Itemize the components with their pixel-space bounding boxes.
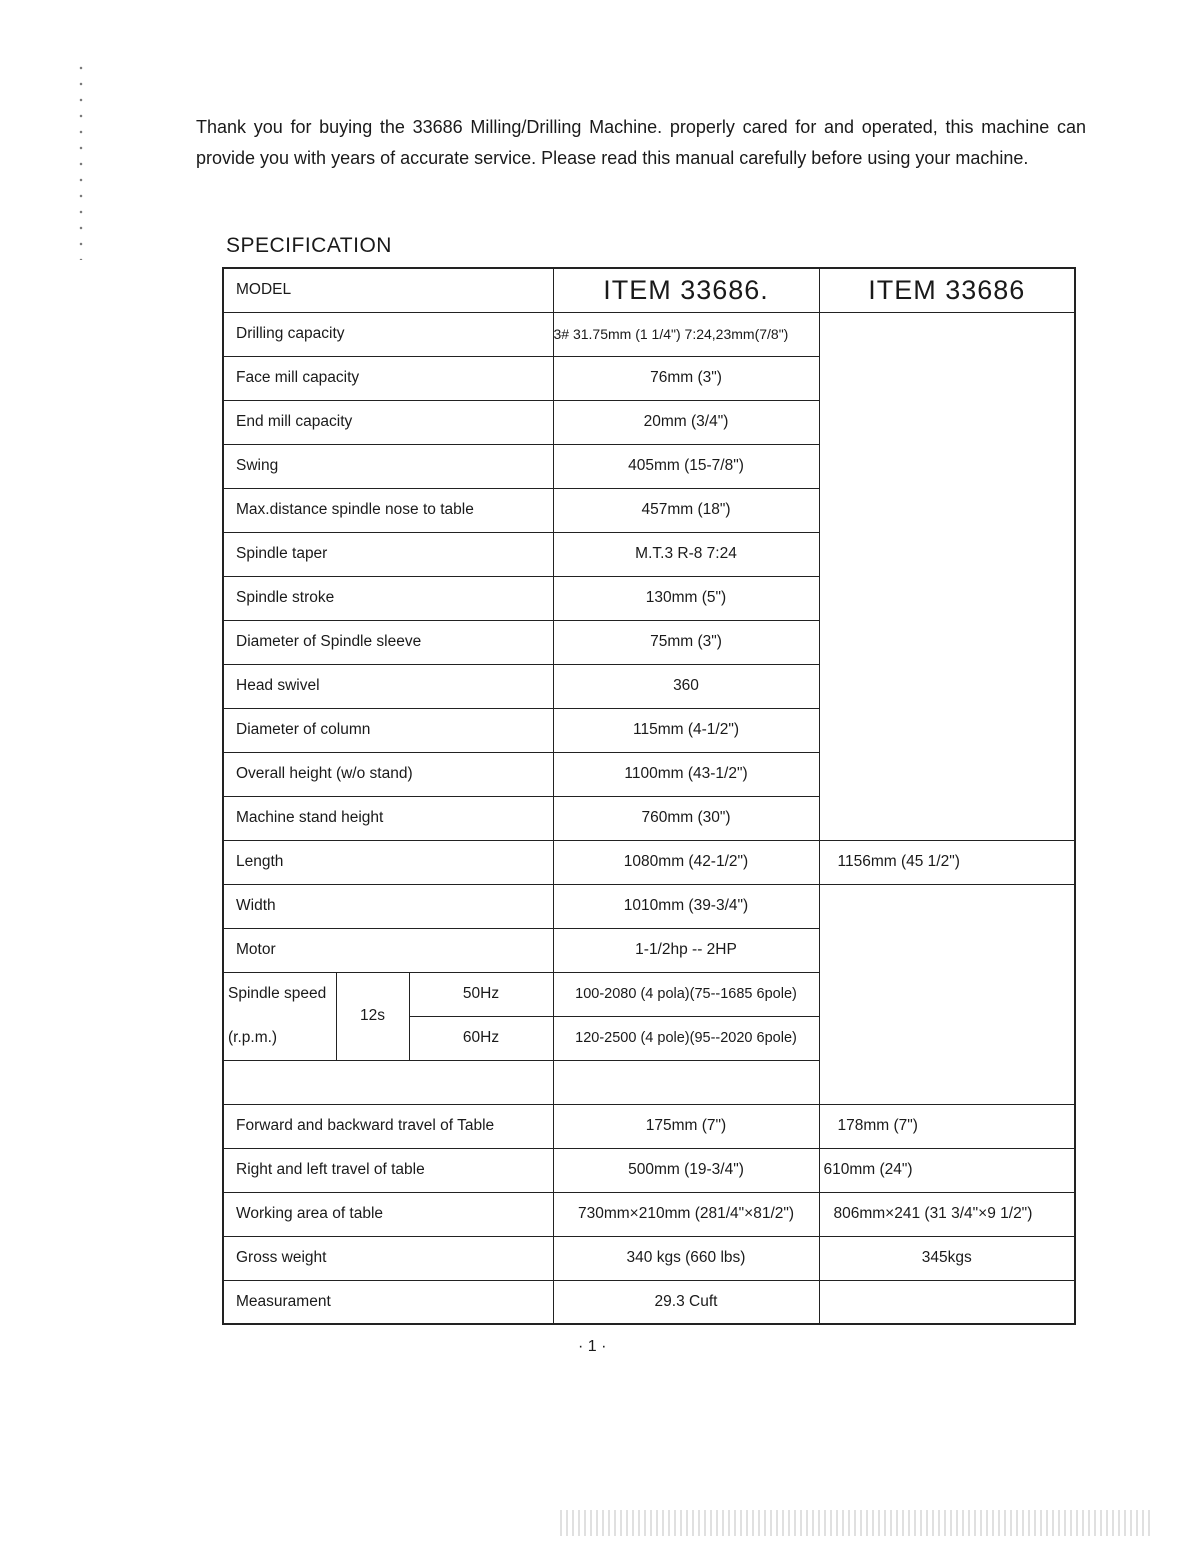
row-label: Forward and backward travel of Table [223, 1104, 553, 1148]
scan-noise [560, 1510, 1150, 1536]
header-item-1: ITEM 33686. [553, 268, 819, 312]
row-label: Swing [223, 444, 553, 488]
row-value-1: 20mm (3/4") [553, 400, 819, 444]
row-value-1: 1-1/2hp -- 2HP [553, 928, 819, 972]
row-value-2: 345kgs [819, 1236, 1075, 1280]
row-value-2 [819, 752, 1075, 796]
table-row [223, 708, 1075, 752]
spec-heading: SPECIFICATION [226, 234, 392, 257]
row-label: Width [223, 884, 553, 928]
row-value-2: 1156mm (45 1/2") [819, 840, 1075, 884]
table-row [223, 928, 1075, 972]
table-row [223, 664, 1075, 708]
row-label: Drilling capacity [223, 312, 553, 356]
table-row-empty [223, 1060, 1075, 1104]
table-row [223, 1192, 1075, 1236]
table-row [223, 796, 1075, 840]
row-label: Working area of table [223, 1192, 553, 1236]
row-label: Motor [223, 928, 553, 972]
row-value-2 [819, 532, 1075, 576]
row-value-2 [819, 576, 1075, 620]
row-value-1: 500mm (19-3/4") [553, 1148, 819, 1192]
spindle-speed-unit: (r.p.m.) [223, 1016, 336, 1060]
row-value-2 [819, 708, 1075, 752]
row-value-1: 175mm (7") [553, 1104, 819, 1148]
spindle-speed-50hz-value: 100-2080 (4 pola)(75--1685 6pole) [553, 972, 819, 1016]
row-value-1: M.T.3 R-8 7:24 [553, 532, 819, 576]
row-label: Measurament [223, 1280, 553, 1324]
row-value-2 [819, 972, 1075, 1016]
row-label: Max.distance spindle nose to table [223, 488, 553, 532]
row-label: Overall height (w/o stand) [223, 752, 553, 796]
row-value-2 [819, 1060, 1075, 1104]
row-value-1: 360 [553, 664, 819, 708]
table-row [223, 444, 1075, 488]
table-row [223, 1280, 1075, 1324]
row-value-1 [553, 1060, 819, 1104]
row-value-2: 178mm (7") [819, 1104, 1075, 1148]
row-label: Right and left travel of table [223, 1148, 553, 1192]
row-value-2: 610mm (24") [819, 1148, 1075, 1192]
row-value-1: 730mm×210mm (281/4"×81/2") [553, 1192, 819, 1236]
row-value-1: 3# 31.75mm (1 1/4") 7:24,23mm(7/8") [553, 312, 819, 356]
table-row [223, 356, 1075, 400]
row-value-2 [819, 1016, 1075, 1060]
row-value-2 [819, 312, 1075, 356]
spindle-speed-60hz-value: 120-2500 (4 pole)(95--2020 6pole) [553, 1016, 819, 1060]
row-label: Head swivel [223, 664, 553, 708]
margin-dots [78, 60, 84, 260]
spindle-speed-label: Spindle speed [223, 972, 336, 1016]
table-row [223, 1104, 1075, 1148]
row-value-1: 1010mm (39-3/4") [553, 884, 819, 928]
page-number: · 1 · [578, 1338, 607, 1355]
header-model-label: MODEL [223, 268, 553, 312]
row-label: Spindle taper [223, 532, 553, 576]
row-value-2 [819, 356, 1075, 400]
table-row [223, 840, 1075, 884]
row-value-2 [819, 620, 1075, 664]
header-item-2: ITEM 33686 [819, 268, 1075, 312]
row-value-2 [819, 796, 1075, 840]
row-label [223, 1060, 553, 1104]
spindle-speed-60hz: 60Hz [409, 1016, 553, 1060]
row-value-2 [819, 1280, 1075, 1324]
row-value-1: 76mm (3") [553, 356, 819, 400]
row-value-2 [819, 664, 1075, 708]
table-row [223, 488, 1075, 532]
row-value-1: 457mm (18") [553, 488, 819, 532]
row-value-1: 29.3 Cuft [553, 1280, 819, 1324]
table-row [223, 752, 1075, 796]
row-label: Diameter of column [223, 708, 553, 752]
table-row [223, 620, 1075, 664]
table-row [223, 884, 1075, 928]
specification-table [222, 267, 1076, 1325]
row-value-2 [819, 884, 1075, 928]
table-row [223, 400, 1075, 444]
table-row [223, 1236, 1075, 1280]
row-value-2: 806mm×241 (31 3/4"×9 1/2") [819, 1192, 1075, 1236]
row-value-1: 1100mm (43-1/2") [553, 752, 819, 796]
row-value-1: 340 kgs (660 lbs) [553, 1236, 819, 1280]
intro-paragraph: Thank you for buying the 33686 Milling/Drilling Machine. properly cared for and operated, this machine can provide you with years of accurate service. Please read this manual carefully before using your machine. [196, 117, 1086, 168]
row-value-1: 115mm (4-1/2") [553, 708, 819, 752]
row-value-2 [819, 400, 1075, 444]
table-row [223, 532, 1075, 576]
row-label: Gross weight [223, 1236, 553, 1280]
row-value-2 [819, 444, 1075, 488]
row-value-1: 405mm (15-7/8") [553, 444, 819, 488]
table-header-row [223, 268, 1075, 312]
spindle-speed-50hz: 50Hz [409, 972, 553, 1016]
table-row [223, 312, 1075, 356]
table-row [223, 1148, 1075, 1192]
row-value-2 [819, 928, 1075, 972]
row-value-1: 760mm (30") [553, 796, 819, 840]
row-label: Diameter of Spindle sleeve [223, 620, 553, 664]
row-value-1: 1080mm (42-1/2") [553, 840, 819, 884]
spindle-speed-row-50hz [223, 972, 1075, 1016]
row-value-1: 75mm (3") [553, 620, 819, 664]
table-row [223, 576, 1075, 620]
row-value-2 [819, 488, 1075, 532]
row-label: Face mill capacity [223, 356, 553, 400]
row-label: Length [223, 840, 553, 884]
row-value-1: 130mm (5") [553, 576, 819, 620]
row-label: Machine stand height [223, 796, 553, 840]
row-label: Spindle stroke [223, 576, 553, 620]
row-label: End mill capacity [223, 400, 553, 444]
spindle-speed-steps: 12s [336, 972, 409, 1060]
